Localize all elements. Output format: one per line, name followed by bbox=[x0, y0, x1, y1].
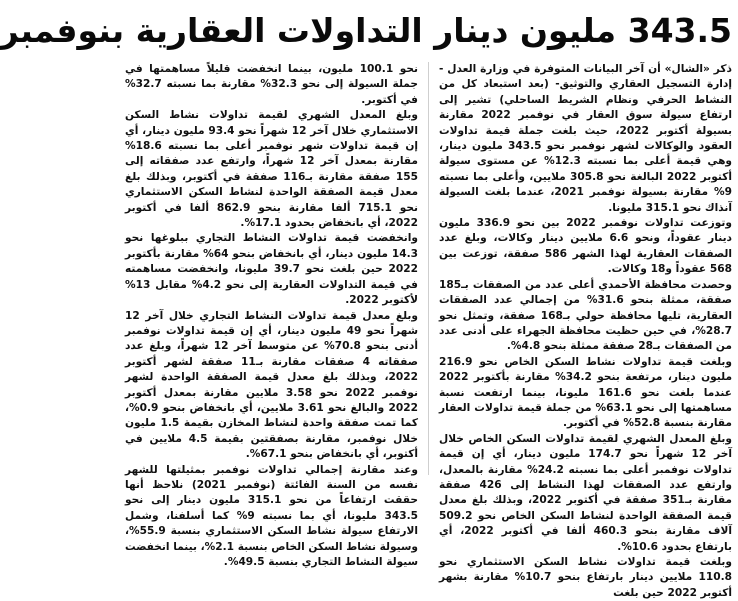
paragraph: وبلغت قيمة تداولات نشاط السكن الاستثماري نحو 110.8 ملايين دينار بارتفاع بنحو 10.7% مقارنة بشهر أكتوبر 2022 حين بلغت bbox=[439, 556, 732, 599]
paragraph: وبلغت قيمة تداولات نشاط السكن الخاص نحو 216.9 مليون دينار، مرتفعة بنحو 34.2% مقارنة بأكتوبر 2022 عندما بلغت نحو 161.6 مليونا، بينما ارتفعت نسبة مساهمتها إلى نحو 63.1% من جملة قيمة تداولات العقار مقارنة بنسبة 52.8% في أكتوبر. bbox=[439, 355, 732, 430]
paragraph: نحو 100.1 مليون، بينما انخفضت قليلاً مساهمتها في جملة السيولة إلى نحو 32.3% مقارنة بما نسبته 32.7% في أكتوبر. bbox=[125, 63, 418, 106]
paragraph: وبلغ معدل قيمة تداولات النشاط التجاري خلال آخر 12 شهراً نحو 49 مليون دينار، أي إن قيمة تداولات نوفمبر أدنى بنحو 70.8% عن متوسط آخر 12 شهراً، وبلغ عدد صفقاته 4 صفقات مقارنة بـ11 صفقة لشهر أكتوبر 2022، وبذلك بلغ معدل قيمة الصفقة الواحدة لشهر نوفمبر 2022 نحو 3.58 ملايين مقارنة بمعدل أكتوبر 2022 والبالغ نحو 3.61 ملايين، أي بانخفاض بنحو 0.9%، كما تمت صفقة واحدة لنشاط المخازن بقيمة 1.5 مليون خلال نوفمبر، مقارنة بصفقتين بقيمة 4.5 ملايين في أكتوبر، أي بانخفاض بنحو 67.1%. bbox=[125, 309, 419, 461]
paragraph: وانخفضت قيمة تداولات النشاط التجاري ببلوغها نحو 14.3 مليون دينار، أي بانخفاض بنحو 64% مقارنة بأكتوبر 2022 حين بلغت نحو 39.7 مليونا، وانخفضت مساهمته في قيمة التداولات العقارية إلى نحو 4.2% مقابل 13% لأكتوبر 2022. bbox=[125, 232, 419, 307]
article-headline: 343.5 مليون دينار التداولات العقارية بنوفمبر bbox=[0, 11, 732, 50]
paragraph: وبلغ المعدل الشهري لقيمة تداولات السكن الخاص خلال آخر 12 شهراً نحو 174.7 مليون دينار، أي إن قيمة تداولات نوفمبر أعلى بما نسبته 24.2% مقارنة بالمعدل، وارتفع عدد الصفقات لهذا النشاط إلى 426 صفقة مقارنة بـ351 صفقة في أكتوبر 2022، وبذلك بلغ معدل قيمة الصفقة الواحدة لنشاط السكن الخاص نحو 509.2 آلاف مقارنة بنحو 460.3 ألفا في أكتوبر 2022، أي بارتفاع بحدود 10.6%. bbox=[439, 432, 732, 553]
paragraph: وحصدت محافظة الأحمدي أعلى عدد من الصفقات بـ185 صفقة، ممثلة بنحو 31.6% من إجمالي عدد الصفقات العقارية، تليها محافظة حولي بـ168 صفقة، وتمثل نحو 28.7%، في حين حظيت محافظة الجهراء على أدنى عدد من الصفقات بـ28 صفقة ممثلة بنحو 4.8%. bbox=[439, 278, 732, 353]
column-divider bbox=[428, 62, 429, 475]
paragraph: وتوزعت تداولات نوفمبر 2022 بين نحو 336.9 مليون دينار عقوداً، ونحو 6.6 ملايين دينار وكالات، وبلغ عدد الصفقات العقارية لهذا الشهر 586 صفقة، توزعت بين 568 عقوداً و18 وكالات. bbox=[439, 217, 732, 276]
article-column-left bbox=[125, 62, 419, 568]
paragraph: وبلغ المعدل الشهري لقيمة تداولات نشاط السكن الاستثماري خلال آخر 12 شهراً نحو 93.4 مليون دينار، أي إن قيمة تداولات شهر نوفمبر أعلى بما نسبته 18.6% مقارنة بمعدل آخر 12 شهراً، وارتفع عدد صفقاته إلى 155 صفقة مقارنة بـ116 صفقة في أكتوبر، وبذلك بلغ معدل قيمة الصفقة الواحدة لنشاط السكن الاستثماري نحو 715.1 ألفا مقارنة بنحو 862.9 ألفا في أكتوبر 2022، أي بانخفاض بحدود 17.1%. bbox=[125, 109, 418, 230]
paragraph: ذكر «الشال» أن آخر البيانات المتوفرة في وزارة العدل - إدارة التسجيل العقاري والتوثيق- (بعد استبعاد كل من النشاط الحرفي ونظام الشريط الساحلي) تشير إلى ارتفاع سيولة سوق العقار في نوفمبر 2022 مقارنة بسيولة أكتوبر 2022، حيث بلغت جملة قيمة تداولات العقود والوكالات لشهر نوفمبر نحو 343.5 مليون دينار، وهي قيمة أعلى بما نسبته 12.3% عن مستوى سيولة أكتوبر 2022 البالغة نحو 305.8 ملايين، وأعلى بما نسبته 9% مقارنة بسيولة نوفمبر 2021، عندما بلغت السيولة آنذاك نحو 315.1 مليونا. bbox=[439, 63, 733, 214]
paragraph: وعند مقارنة إجمالي تداولات نوفمبر بمثيلتها للشهر نفسه من السنة الفائتة (نوفمبر 2021) نلاحظ أنها حققت ارتفاعاً من نحو 315.1 مليون دينار إلى نحو 343.5 مليونا، أي بما نسبته 9% كما أسلفنا، وشمل الارتفاع سيولة نشاط السكن الاستثماري بنسبة 55.9%، وسيولة نشاط السكن الخاص بنسبة 2.1%، بينما انخفضت سيولة النشاط التجاري بنسبة 49.5%. bbox=[125, 463, 419, 568]
article-column-right bbox=[439, 62, 733, 599]
article-body bbox=[125, 62, 733, 599]
